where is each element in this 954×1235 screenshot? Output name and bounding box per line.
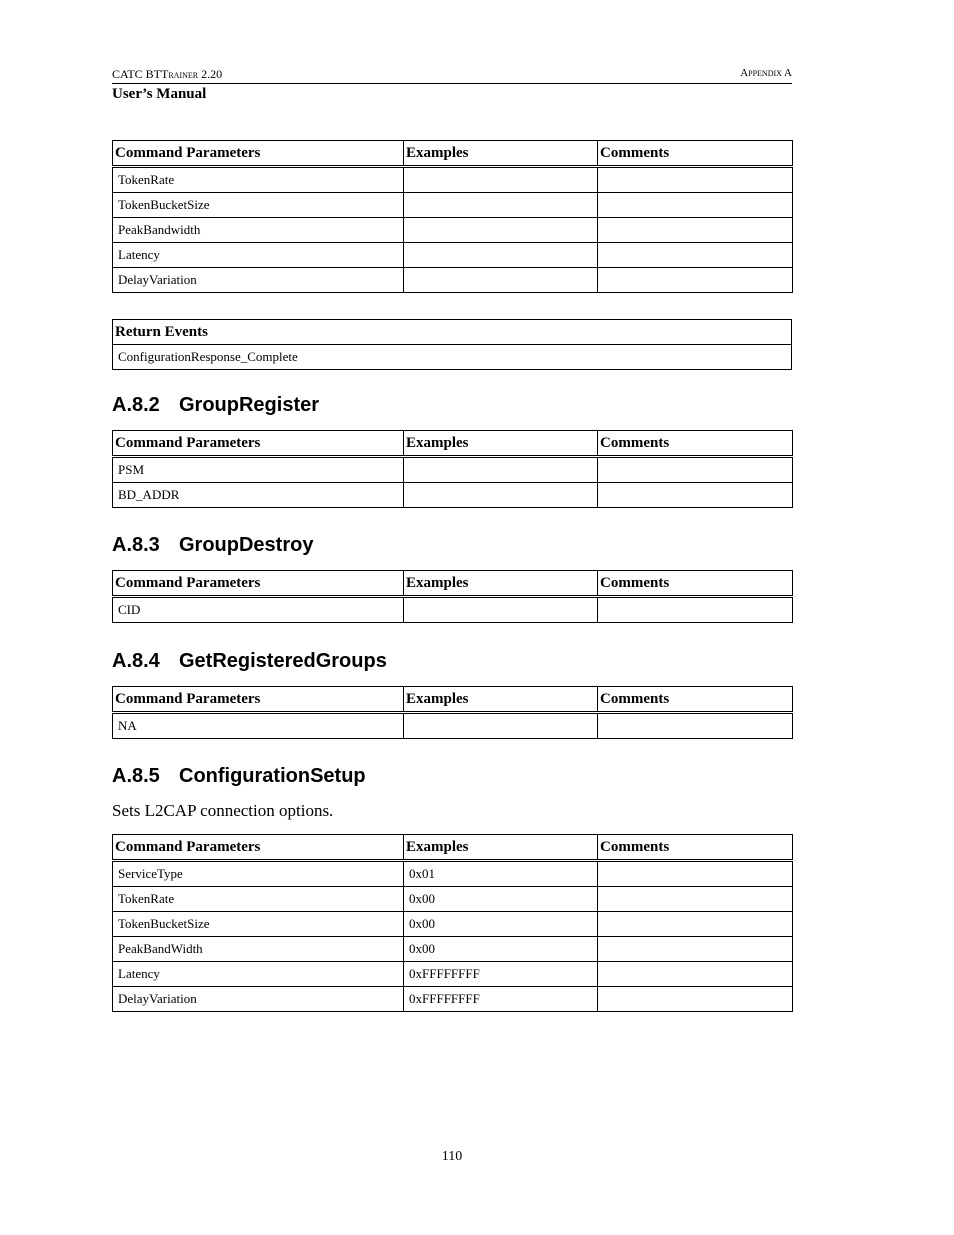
table-cell: CID: [113, 597, 404, 623]
table-row: [113, 912, 793, 937]
column-header: Examples: [404, 141, 598, 167]
table-row: [113, 483, 793, 508]
header-rule: [112, 83, 792, 84]
table-cell: [404, 167, 598, 193]
table-cell: [598, 937, 793, 962]
return-events-table: [112, 319, 792, 370]
table-cell: [598, 268, 793, 293]
table-cell: [404, 597, 598, 623]
running-header-appendix: Appendix A: [740, 67, 792, 79]
table-row: [113, 962, 793, 987]
table-cell: [598, 597, 793, 623]
column-header: Command Parameters: [113, 141, 404, 167]
table-row: [113, 167, 793, 193]
table-cell: [404, 243, 598, 268]
get-registered-groups-table: [112, 686, 793, 739]
table-cell: BD_ADDR: [113, 483, 404, 508]
column-header: Comments: [598, 141, 793, 167]
table-cell: TokenRate: [113, 167, 404, 193]
table-header-row: [113, 835, 793, 861]
column-header: Comments: [598, 687, 793, 713]
table-cell: PeakBandWidth: [113, 937, 404, 962]
section-description: Sets L2CAP connection options.: [112, 801, 334, 820]
column-header: Command Parameters: [113, 835, 404, 861]
table-row: [113, 345, 792, 370]
command-parameters-table-continued: [112, 140, 793, 293]
table-row: [113, 987, 793, 1012]
table-cell: DelayVariation: [113, 987, 404, 1012]
table-cell: 0x01: [404, 861, 598, 887]
page-number: 110: [441, 1149, 463, 1164]
table-cell: 0xFFFFFFFF: [404, 962, 598, 987]
table-row: [113, 937, 793, 962]
running-header-product: CATC BTTrainer 2.20: [112, 67, 223, 81]
table-cell: ServiceType: [113, 861, 404, 887]
column-header: Examples: [404, 687, 598, 713]
table-row: [113, 887, 793, 912]
table-cell: [598, 457, 793, 483]
table-cell: [404, 457, 598, 483]
section-heading-get-registered-groups: A.8.4 GetRegisteredGroups: [112, 650, 387, 672]
table-row: [113, 713, 793, 739]
table-cell: NA: [113, 713, 404, 739]
table-header-row: [113, 141, 793, 167]
table-cell: PSM: [113, 457, 404, 483]
table-cell: Latency: [113, 962, 404, 987]
column-header: Comments: [598, 571, 793, 597]
column-header: Comments: [598, 835, 793, 861]
table-cell: DelayVariation: [113, 268, 404, 293]
table-cell: TokenBucketSize: [113, 912, 404, 937]
table-cell: [598, 912, 793, 937]
section-heading-group-register: A.8.2 GroupRegister: [112, 394, 320, 416]
table-cell: [598, 713, 793, 739]
table-cell: TokenRate: [113, 887, 404, 912]
column-header: Return Events: [113, 320, 792, 345]
table-row: [113, 457, 793, 483]
table-cell: [598, 243, 793, 268]
column-header: Command Parameters: [113, 571, 404, 597]
table-cell: TokenBucketSize: [113, 193, 404, 218]
table-header-row: [113, 320, 792, 345]
table-cell: [404, 218, 598, 243]
table-row: [113, 218, 793, 243]
table-cell: PeakBandwidth: [113, 218, 404, 243]
table-header-row: [113, 571, 793, 597]
table-cell: [404, 713, 598, 739]
table-cell: ConfigurationResponse_Complete: [113, 345, 792, 370]
table-cell: [598, 167, 793, 193]
table-cell: [598, 193, 793, 218]
group-destroy-table: [112, 570, 793, 623]
table-header-row: [113, 431, 793, 457]
table-row: [113, 861, 793, 887]
table-row: [113, 268, 793, 293]
table-cell: [404, 483, 598, 508]
section-heading-group-destroy: A.8.3 GroupDestroy: [112, 534, 314, 556]
table-row: [113, 243, 793, 268]
table-cell: [598, 887, 793, 912]
column-header: Command Parameters: [113, 687, 404, 713]
table-header-row: [113, 687, 793, 713]
table-cell: 0x00: [404, 912, 598, 937]
section-heading-configuration-setup: A.8.5 ConfigurationSetup: [112, 765, 366, 787]
column-header: Examples: [404, 835, 598, 861]
column-header: Examples: [404, 431, 598, 457]
table-cell: [598, 218, 793, 243]
table-cell: [598, 483, 793, 508]
column-header: Examples: [404, 571, 598, 597]
table-row: [113, 597, 793, 623]
table-cell: [598, 987, 793, 1012]
column-header: Comments: [598, 431, 793, 457]
table-cell: Latency: [113, 243, 404, 268]
running-header-manual: User’s Manual: [112, 86, 207, 102]
table-cell: [404, 193, 598, 218]
group-register-table: [112, 430, 793, 508]
table-cell: [404, 268, 598, 293]
table-cell: [598, 962, 793, 987]
table-cell: 0xFFFFFFFF: [404, 987, 598, 1012]
table-cell: [598, 861, 793, 887]
configuration-setup-table: [112, 834, 793, 1012]
column-header: Command Parameters: [113, 431, 404, 457]
table-row: [113, 193, 793, 218]
table-cell: 0x00: [404, 887, 598, 912]
table-cell: 0x00: [404, 937, 598, 962]
